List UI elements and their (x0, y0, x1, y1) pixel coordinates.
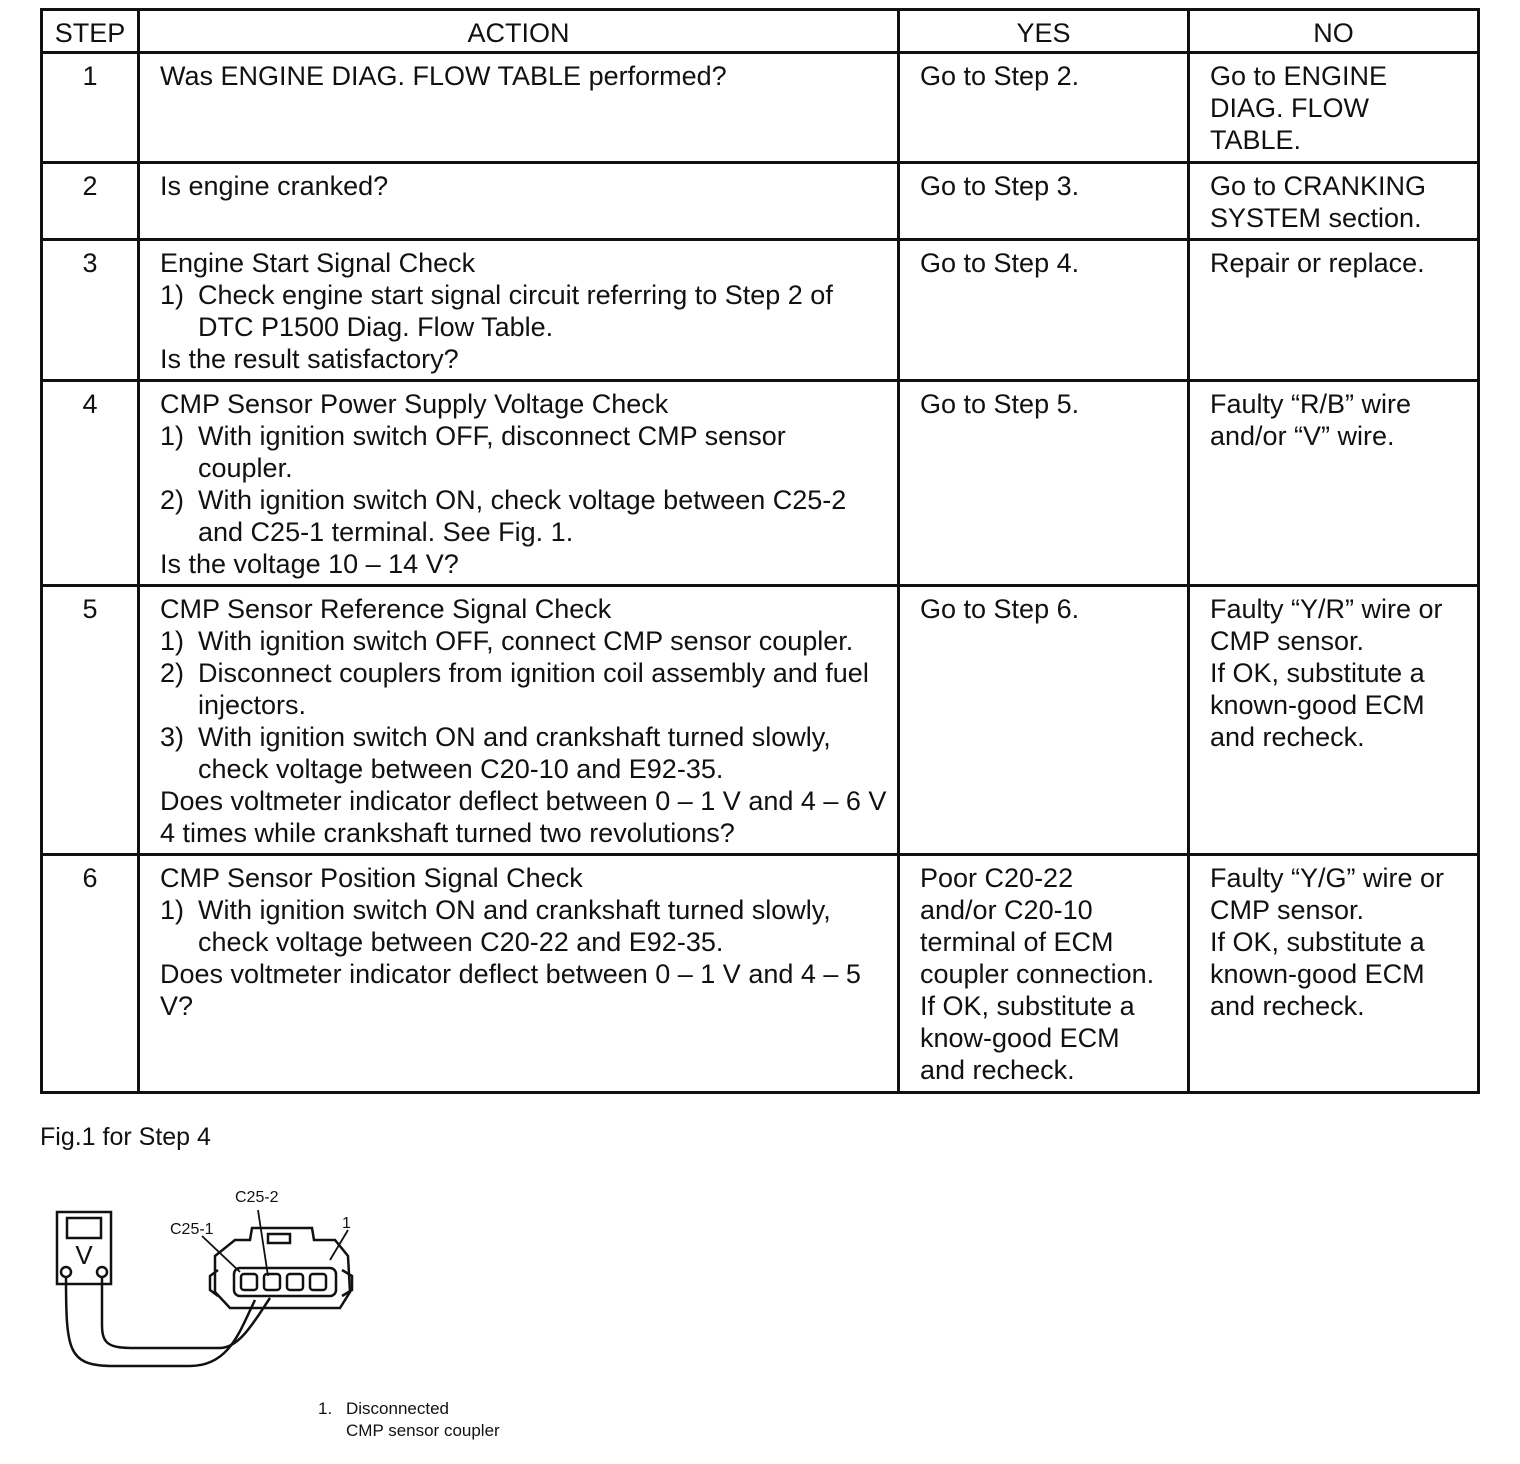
no-cell: Faulty “Y/R” wire or CMP sensor. If OK, substitute a known-good ECM and recheck. (1189, 586, 1479, 855)
figure-legend (318, 1398, 500, 1442)
step-number: 2 (42, 163, 139, 240)
header-yes: YES (899, 10, 1189, 53)
header-step: STEP (42, 10, 139, 53)
diagnostic-flow-table (40, 8, 1480, 1094)
voltmeter-label: V (75, 1240, 93, 1270)
action-item-text: With ignition switch OFF, connect CMP sensor coupler. (198, 626, 854, 656)
action-item-number: 1) (160, 421, 185, 451)
action-cell (139, 53, 899, 163)
action-item (160, 420, 887, 484)
action-cell (139, 855, 899, 1093)
action-item (160, 625, 887, 657)
action-cell (139, 163, 899, 240)
table-row (42, 381, 1479, 586)
yes-cell: Go to Step 5. (899, 381, 1189, 586)
action-title: CMP Sensor Position Signal Check (160, 863, 583, 893)
voltmeter-connection-diagram (40, 1180, 380, 1390)
action-item-number: 2) (160, 658, 185, 688)
yes-cell: Go to Step 3. (899, 163, 1189, 240)
no-cell: Faulty “R/B” wire and/or “V” wire. (1189, 381, 1479, 586)
no-cell: Go to ENGINE DIAG. FLOW TABLE. (1189, 53, 1479, 163)
action-item (160, 279, 887, 343)
yes-cell: Go to Step 2. (899, 53, 1189, 163)
action-item-text: With ignition switch ON and crankshaft turned slowly, check voltage between C20-10 and E92-35. (198, 722, 831, 784)
action-item-text: With ignition switch OFF, disconnect CMP sensor coupler. (198, 421, 786, 483)
table-row (42, 53, 1479, 163)
action-title: Was ENGINE DIAG. FLOW TABLE performed? (160, 61, 727, 91)
yes-cell: Poor C20-22 and/or C20-10 terminal of ECM coupler connection. If OK, substitute a know-good ECM and recheck. (899, 855, 1189, 1093)
action-item (160, 894, 887, 958)
action-cell (139, 240, 899, 381)
action-item-number: 1) (160, 895, 185, 925)
step-number: 6 (42, 855, 139, 1093)
action-item-number: 1) (160, 280, 185, 310)
no-cell: Faulty “Y/G” wire or CMP sensor. If OK, substitute a known-good ECM and recheck. (1189, 855, 1479, 1093)
header-no: NO (1189, 10, 1479, 53)
label-c25-1: C25-1 (170, 1221, 214, 1238)
action-item-text: Check engine start signal circuit referring to Step 2 of DTC P1500 Diag. Flow Table. (198, 280, 833, 342)
yes-cell: Go to Step 6. (899, 586, 1189, 855)
action-item-text: Disconnect couplers from ignition coil assembly and fuel injectors. (198, 658, 869, 720)
action-question: Is the result satisfactory? (160, 344, 459, 374)
action-cell (139, 586, 899, 855)
action-question: Does voltmeter indicator deflect between 0 – 1 V and 4 – 6 V 4 times while crankshaft turned two revolutions? (160, 786, 887, 848)
action-item-text: With ignition switch ON, check voltage between C25-2 and C25-1 terminal. See Fig. 1. (198, 485, 847, 547)
table-header-row (42, 10, 1479, 53)
action-item-number: 1) (160, 626, 185, 656)
action-item (160, 657, 887, 721)
table-row (42, 855, 1479, 1093)
label-c25-2: C25-2 (235, 1189, 279, 1206)
step-number: 5 (42, 586, 139, 855)
action-item (160, 484, 887, 548)
figure-caption: Fig.1 for Step 4 (40, 1123, 211, 1151)
yes-cell: Go to Step 4. (899, 240, 1189, 381)
action-title: CMP Sensor Reference Signal Check (160, 594, 612, 624)
action-item-number: 3) (160, 722, 185, 752)
action-cell (139, 381, 899, 586)
action-item-text: With ignition switch ON and crankshaft turned slowly, check voltage between C20-22 and E92-35. (198, 895, 831, 957)
action-title: Is engine cranked? (160, 171, 389, 201)
table-row (42, 586, 1479, 855)
step-number: 3 (42, 240, 139, 381)
no-cell: Repair or replace. (1189, 240, 1479, 381)
action-item (160, 721, 887, 785)
legend-number: 1. (318, 1399, 333, 1418)
action-question: Does voltmeter indicator deflect between 0 – 1 V and 4 – 5 V? (160, 959, 861, 1021)
header-action: ACTION (139, 10, 899, 53)
action-item-number: 2) (160, 485, 185, 515)
step-number: 4 (42, 381, 139, 586)
action-title: CMP Sensor Power Supply Voltage Check (160, 389, 669, 419)
legend-text: Disconnected CMP sensor coupler (346, 1399, 500, 1440)
action-title: Engine Start Signal Check (160, 248, 476, 278)
action-question: Is the voltage 10 – 14 V? (160, 549, 459, 579)
table-row (42, 163, 1479, 240)
no-cell: Go to CRANKING SYSTEM section. (1189, 163, 1479, 240)
table-row (42, 240, 1479, 381)
callout-1: 1 (342, 1215, 351, 1232)
step-number: 1 (42, 53, 139, 163)
